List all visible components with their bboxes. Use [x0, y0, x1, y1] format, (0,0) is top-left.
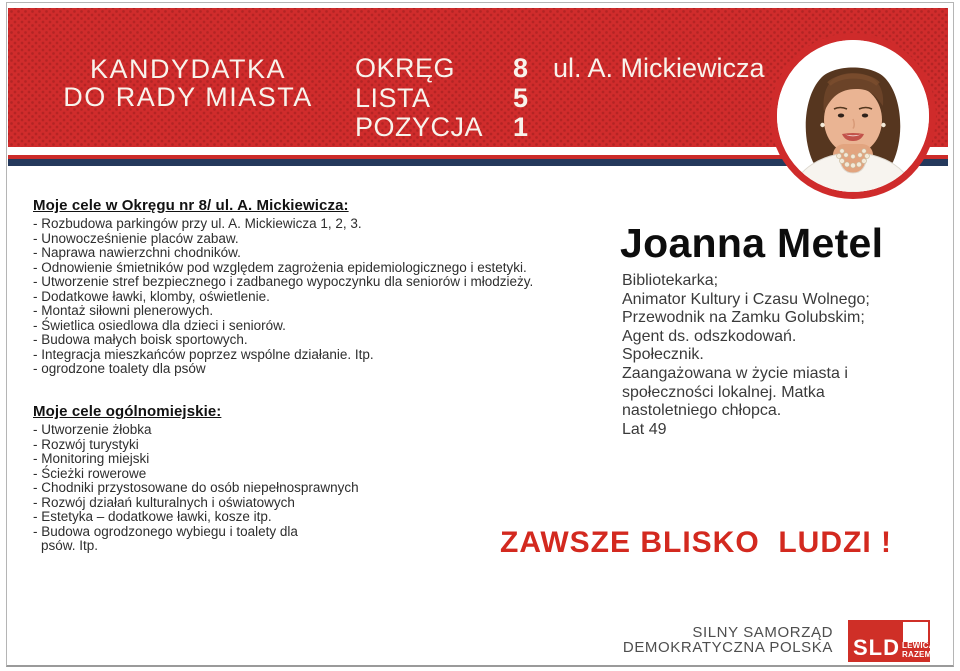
list-item: - Chodniki przystosowane do osób niepełnosprawnych: [33, 480, 359, 496]
local-goals-heading: Moje cele w Okręgu nr 8/ ul. A. Mickiewicza:: [33, 197, 349, 214]
banner-title: [48, 55, 328, 111]
list-item: - Rozbudowa parkingów przy ul. A. Mickiewicza 1, 2, 3.: [33, 216, 362, 231]
bio-line: Animator Kultury i Czasu Wolnego;: [622, 290, 870, 308]
candidate-bio: [622, 272, 870, 439]
candidate-portrait-illustration: [777, 40, 929, 192]
bio-line: społeczności lokalnej. Matka: [622, 383, 825, 401]
bio-line: Lat 49: [622, 420, 667, 438]
campaign-slogan: ZAWSZE BLISKO LUDZI !: [500, 526, 892, 559]
field-okreg-label: OKRĘG: [355, 53, 456, 83]
footer-motto-line1: SILNY SAMORZĄD: [692, 624, 833, 641]
list-item: - Utworzenie stref bezpiecznego i zadbanego wypoczynku dla seniorów i młodzieży.: [33, 274, 534, 290]
bio-line: Społecznik.: [622, 346, 704, 364]
sld-logo-square: [903, 622, 928, 642]
candidate-photo: [770, 33, 936, 199]
sld-logo-text: SLD: [853, 635, 900, 660]
banner-title-line2: DO RADY MIASTA: [63, 82, 313, 112]
bio-line: nastoletniego chłopca.: [622, 402, 782, 420]
list-item: - Montaż siłowni plenerowych.: [33, 303, 214, 319]
list-item: - Monitoring miejski: [33, 451, 150, 467]
street-name: ul. A. Mickiewicza: [553, 53, 765, 83]
list-item: - Dodatkowe ławki, klomby, oświetlenie.: [33, 288, 270, 304]
list-item: - Rozwój działań kulturalnych i oświatowych: [33, 494, 295, 510]
field-pozycja: [355, 113, 528, 143]
field-okreg: [355, 54, 528, 84]
field-lista: [355, 84, 528, 114]
ballot-fields: [355, 54, 528, 143]
footer-motto-line2: DEMOKRATYCZNA POLSKA: [622, 639, 833, 657]
bio-line: Bibliotekarka;: [622, 272, 719, 289]
footer-motto: [493, 625, 833, 655]
list-item: - Budowa małych boisk sportowych.: [33, 332, 248, 348]
list-item: - Utworzenie żłobka: [33, 422, 152, 438]
list-item: - Naprawa nawierzchni chodników.: [33, 245, 241, 261]
candidate-name: Joanna Metel: [620, 220, 884, 266]
list-item: - Budowa ogrodzonego wybiegu i toalety dla: [33, 523, 298, 539]
bio-line: Przewodnik na Zamku Golubskim;: [622, 309, 865, 327]
sld-party-logo: [848, 620, 935, 662]
field-pozycja-label: POZYCJA: [355, 112, 484, 142]
list-item: - Estetyka – dodatkowe ławki, kosze itp.: [33, 509, 272, 525]
sld-logo-razem: RAZEM: [902, 649, 932, 659]
field-lista-label: LISTA: [355, 82, 431, 113]
list-item-continuation: psów. Itp.: [41, 538, 99, 554]
sld-logo-lewica: LEWICA: [902, 641, 935, 650]
banner-title-line1: KANDYDATKA: [89, 54, 287, 84]
field-okreg-value: 8: [513, 53, 529, 83]
sld-logo-subtext: [902, 641, 935, 659]
bio-line: Agent ds. odszkodowań.: [622, 327, 797, 345]
city-goals-heading: Moje cele ogólnomiejskie:: [33, 403, 222, 421]
list-item: - Ścieżki rowerowe: [33, 465, 147, 481]
list-item: - ogrodzone toalety dla psów: [33, 361, 206, 377]
list-item: - Unowocześnienie placów zabaw.: [33, 230, 239, 246]
list-item: - Odnowienie śmietników pod względem zagrożenia epidemiologicznego i estetyki.: [33, 259, 527, 275]
field-lista-value: 5: [513, 82, 529, 113]
field-pozycja-value: 1: [513, 112, 529, 142]
list-item: - Rozwój turystyki: [33, 436, 139, 452]
bio-line: Zaangażowana w życie miasta i: [622, 364, 848, 382]
list-item: - Integracja mieszkańców poprzez wspólne działanie. Itp.: [33, 346, 374, 362]
list-item: - Świetlica osiedlowa dla dzieci i seniorów.: [33, 317, 286, 333]
local-goals-list: [33, 217, 593, 377]
goals-section: [33, 197, 593, 554]
